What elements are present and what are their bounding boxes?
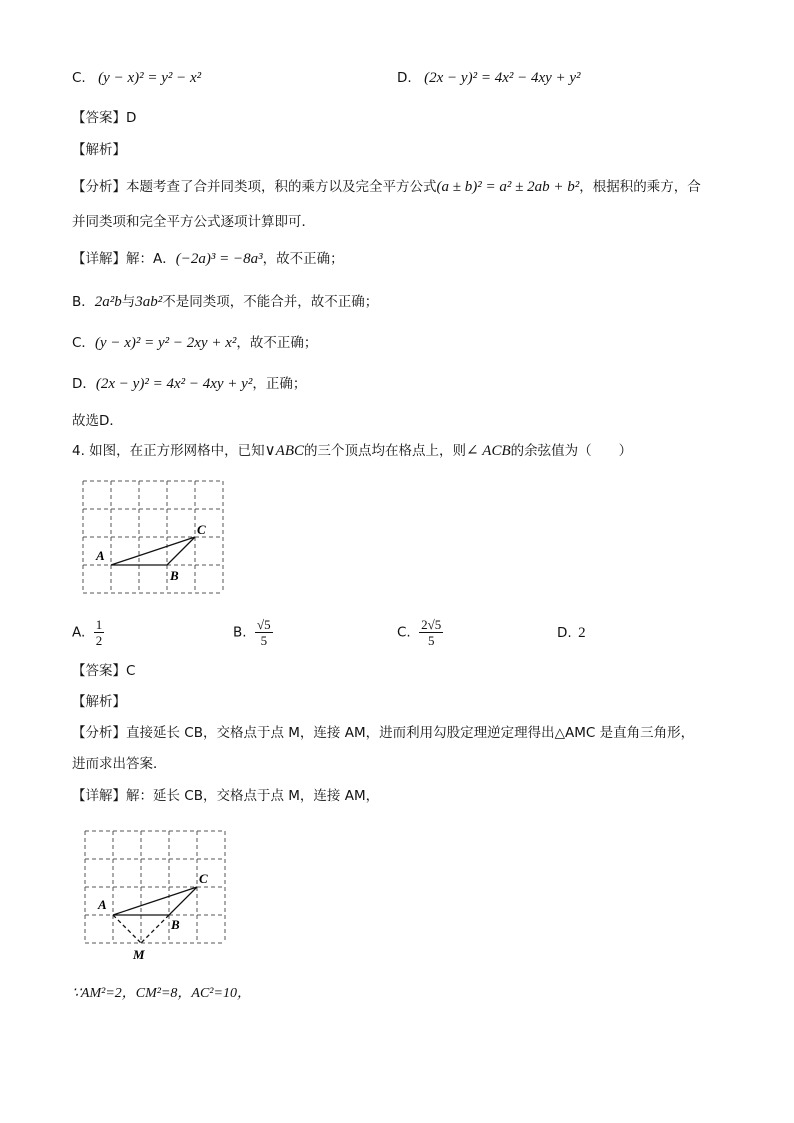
q3-jiexi: 【解析】 [72,142,126,158]
q4-answer-tag: 【答案】 [72,663,126,679]
q3-detail-c-suffix: ，故不正确； [236,335,318,351]
vertex-a-label: A [96,548,105,563]
q3-answer-tag: 【答案】 [72,110,126,126]
solution-triangle-abc [113,887,197,915]
q3-detail-a [72,249,344,269]
q4-option-a [72,617,104,648]
q4-solution-figure [82,828,232,964]
q4-stem [72,441,632,461]
q3-detail-d-expr: (2x − y)² = 4x² − 4xy + y² [95,376,253,392]
q4-detail [72,786,379,806]
q4-option-a-fraction: $\frac{1}{2}$ [95,617,103,648]
q3-detail-a-expr: (−2a)³ = −8a³ [175,251,263,267]
q4-final-line: ∵AM²=2，CM²=8，AC²=10， [72,986,251,1001]
q3-detail-d-prefix: D． [72,376,96,392]
q4-analysis-line-2: 进而求出答案． [72,756,167,772]
q3-detail-a-suffix: ，故不正确； [262,251,344,267]
segment-bm [141,915,169,943]
q4-stem-angle: ∠ ACB [465,443,511,459]
q4-answer [72,661,135,681]
q4-analysis-tag: 【分析】 [72,725,126,741]
q4-option-d [557,625,586,642]
q4-option-d-value: 2 [578,625,586,641]
solution-point-m-label: M [133,947,145,962]
q4-option-c-fraction: $\frac{2√5}{5}$ [421,617,442,648]
vertex-b-label: B [170,568,179,583]
q4-analysis-line-1 [72,723,694,743]
q3-detail-b-mid: 与 [121,294,136,310]
q3-detail-b [72,292,378,312]
q3-answer-value: D [126,110,137,126]
q3-detail-b-expr2: 3ab² [135,294,163,310]
triangle-abc [111,537,195,565]
vertex-c-label: C [197,522,206,537]
q4-option-c-label: C. [397,624,411,641]
q4-answer-value: C [126,663,136,679]
q4-analysis-text-1: 直接延长 CB，交格点于点 M，连接 AM，进而利用勾股定理逆定理得出△AMC 是直角三角形， [126,725,695,741]
q4-detail-tag: 【详解】 [72,788,126,804]
q3-option-c [72,70,201,87]
q4-option-b [233,617,273,648]
q3-detail-c-prefix: C． [72,335,95,351]
q4-grid-figure [80,478,230,598]
q3-detail-b-prefix: B． [72,294,95,310]
q4-stem-text-2: 的三个顶点均在格点上，则 [303,443,466,459]
q4-option-b-fraction: $\frac{√5}{5}$ [257,617,271,648]
solution-vertex-c-label: C [199,871,208,886]
q3-detail-b-expr1: 2a²b [94,294,122,310]
q3-detail-c [72,333,317,353]
q3-analysis-line-1 [72,177,701,197]
q4-detail-text: 解：延长 CB，交格点于点 M，连接 AM， [126,788,380,804]
q3-conclusion: 故选D． [72,413,123,429]
q4-grid-lines [83,481,223,593]
q4-solution-grid-lines [85,831,225,943]
q4-stem-triangle: ∨ABC [264,443,304,459]
q4-option-c [397,617,443,648]
q4-option-a-label: A. [72,624,86,641]
q4-option-b-label: B. [233,624,247,641]
q3-detail-b-suffix: 不是同类项，不能合并，故不正确； [162,294,379,310]
q3-answer [72,108,136,128]
solution-vertex-a-label: A [98,897,107,912]
q3-option-d-expr: (2x − y)² = 4x² − 4xy + y² [424,70,581,86]
q4-option-d-label: D. [557,625,572,641]
q3-option-d-label: D. [397,70,412,86]
q3-analysis-text-1: 本题考查了合并同类项，积的乘方以及完全平方公式 [126,179,437,195]
q3-analysis-tag: 【分析】 [72,179,126,195]
q3-detail-d [72,374,306,394]
q4-stem-text-3: 的余弦值为（ ） [510,443,633,459]
q3-detail-tag: 【详解】 [72,251,126,267]
q3-analysis-text-2: ，根据积的乘方，合 [579,179,701,195]
q3-option-d [397,70,581,87]
q3-analysis-formula: (a ± b)² = a² ± 2ab + b² [436,179,580,195]
q4-jiexi: 【解析】 [72,694,126,710]
q3-option-c-label: C. [72,70,86,86]
q3-detail-a-prefix: 解：A． [126,251,176,267]
q3-analysis-line-2: 并同类项和完全平方公式逐项计算即可． [72,214,315,230]
q3-detail-c-expr: (y − x)² = y² − 2xy + x² [94,335,237,351]
segment-am [113,915,141,943]
q4-stem-text-1: 4. 如图，在正方形网格中，已知 [72,443,265,459]
solution-vertex-b-label: B [171,917,180,932]
q3-detail-d-suffix: ，正确； [252,376,307,392]
q3-option-c-expr: (y − x)² = y² − x² [98,70,202,86]
